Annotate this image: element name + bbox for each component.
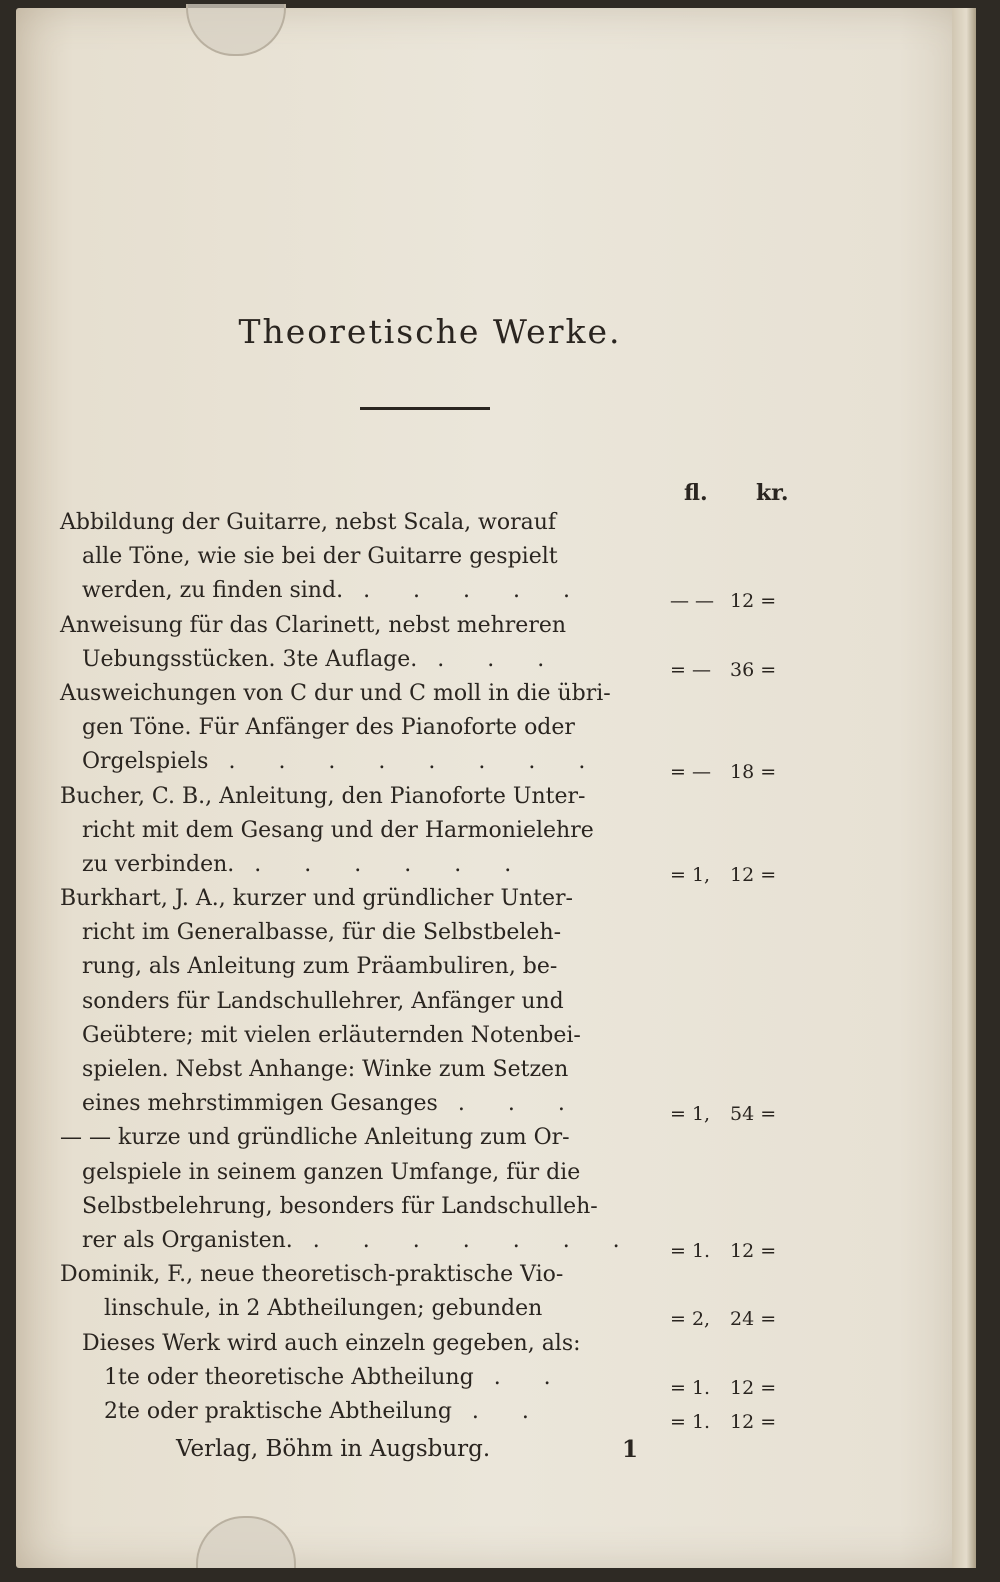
price-florin: = — — [670, 658, 711, 681]
catalog-line-text: Uebungsstücken. 3te Auflage. — [82, 646, 418, 672]
catalog-line-text: Abbildung der Guitarre, nebst Scala, worauf — [60, 510, 557, 535]
catalog-line-text: Orgelspiels — [82, 749, 209, 775]
catalog-line-text: Burkhart, J. A., kurzer und gründlicher Unter- — [60, 886, 573, 912]
catalog-line-text: gelspiele in seinem ganzen Umfange, für die — [82, 1159, 581, 1185]
dot-leaders: . . . . . . . . — [228, 749, 604, 775]
price-kreuzer: 24 = — [730, 1308, 777, 1331]
catalog-line-text: zu verbinden. — [82, 851, 235, 877]
catalog-line — [60, 985, 780, 1019]
price-florin: = — — [670, 761, 711, 784]
page-title: Theoretische Werke. — [238, 312, 622, 351]
signature-mark: 1 — [622, 1436, 639, 1463]
dot-leaders: . . . . . . . — [312, 1227, 638, 1253]
catalog-line-text: Geübtere; mit vielen erläuternden Notenbei- — [82, 1022, 581, 1048]
catalog-line — [60, 1258, 780, 1292]
catalog-line-text: Selbstbelehrung, besonders für Landschulleh- — [82, 1193, 598, 1219]
catalog-line-text: Anweisung für das Clarinett, nebst mehreren — [60, 612, 567, 638]
kreuzer-column-header: kr. — [756, 480, 789, 506]
price-kreuzer: 12 = — [730, 863, 777, 886]
dot-leaders: . . . — [437, 646, 563, 672]
catalog-line — [60, 814, 780, 848]
page-clip-top — [186, 4, 286, 56]
catalog-line — [60, 1395, 780, 1433]
catalog-line — [60, 1053, 780, 1087]
catalog-line-text: rung, als Anleitung zum Präambuliren, be- — [82, 954, 558, 980]
price-kreuzer: 18 = — [730, 761, 777, 784]
catalog-line-text: 2te oder praktische Abtheilung — [104, 1398, 452, 1424]
price-florin: = 2, — [670, 1308, 711, 1331]
catalog-line-text: sonders für Landschullehrer, Anfänger und — [82, 988, 564, 1014]
catalog-line — [60, 916, 780, 950]
price-kreuzer: 54 = — [730, 1103, 777, 1126]
catalog-line — [60, 1087, 780, 1126]
catalog-line-text: werden, zu finden sind. — [82, 578, 344, 604]
catalog-line — [60, 780, 780, 814]
dot-leaders: . . . — [457, 1091, 583, 1117]
catalog-line — [60, 848, 780, 886]
catalog-line-text: Dominik, F., neue theoretisch-praktische Vio- — [60, 1262, 564, 1288]
catalog-line — [60, 1224, 780, 1262]
dot-leaders: . . — [471, 1398, 547, 1424]
catalog-line — [60, 1121, 780, 1155]
dot-leaders: . . — [493, 1364, 569, 1390]
catalog-line-text: eines mehrstimmigen Gesanges — [82, 1091, 438, 1117]
price-florin: = 1, — [670, 863, 711, 886]
catalog-line-text: spielen. Nebst Anhange: Winke zum Setzen — [82, 1057, 569, 1082]
catalog-line-text: alle Töne, wie sie bei der Guitarre gespielt — [82, 544, 558, 570]
catalog-line — [60, 1019, 780, 1053]
catalog-line-text: 1te oder theoretische Abtheilung — [104, 1364, 474, 1390]
catalog-line — [60, 950, 780, 984]
price-florin: = 1. — [670, 1410, 711, 1433]
catalog-line — [60, 574, 780, 613]
catalog-line — [60, 1190, 780, 1224]
price-florin: — — — [670, 590, 715, 613]
price-kreuzer: 12 = — [730, 1239, 777, 1262]
catalog-line-text: Bucher, C. B., Anleitung, den Pianoforte Unter- — [60, 783, 586, 809]
price-florin: = 1. — [670, 1376, 711, 1399]
price-florin: = 1. — [670, 1239, 711, 1262]
catalog-line — [60, 745, 780, 784]
catalog-line — [60, 1361, 780, 1399]
price-kreuzer: 12 = — [730, 1376, 777, 1399]
catalog-line — [60, 677, 780, 711]
publisher-imprint: Verlag, Böhm in Augsburg. — [176, 1436, 491, 1462]
page-edge — [952, 8, 976, 1568]
price-kreuzer: 12 = — [730, 1410, 777, 1433]
catalog-line — [60, 882, 780, 916]
price-kreuzer: 12 = — [730, 590, 777, 613]
catalog-line — [60, 1156, 780, 1190]
title-rule — [360, 407, 490, 410]
catalog-line — [60, 540, 780, 574]
catalog-line-text: — — kurze und gründliche Anleitung zum Or- — [60, 1125, 570, 1151]
dot-leaders: . . . . . — [363, 578, 589, 604]
catalog-line — [60, 506, 780, 540]
catalog-line-text: Dieses Werk wird auch einzeln gegeben, als: — [82, 1330, 581, 1356]
page-clip-bottom — [196, 1516, 296, 1568]
catalog-line — [60, 711, 780, 745]
catalog-line-text: gen Töne. Für Anfänger des Pianoforte oder — [82, 715, 575, 741]
dot-leaders: . . . . . . — [254, 851, 530, 877]
price-kreuzer: 36 = — [730, 658, 777, 681]
catalog-line-text: linschule, in 2 Abtheilungen; gebunden — [104, 1296, 543, 1322]
catalog-line — [60, 1292, 780, 1331]
florin-column-header: fl. — [684, 480, 708, 506]
catalog-line-text: richt im Generalbasse, für die Selbstbeleh- — [82, 920, 562, 946]
catalog-line — [60, 1327, 780, 1361]
catalog-line-text: richt mit dem Gesang und der Harmonielehre — [82, 817, 594, 843]
catalog-line-text: rer als Organisten. — [82, 1227, 293, 1253]
catalog-line-text: Ausweichungen von C dur und C moll in die übri- — [60, 680, 611, 706]
catalog-entries — [60, 506, 780, 1433]
catalog-line — [60, 643, 780, 681]
catalog-line — [60, 609, 780, 643]
price-florin: = 1, — [670, 1103, 711, 1126]
